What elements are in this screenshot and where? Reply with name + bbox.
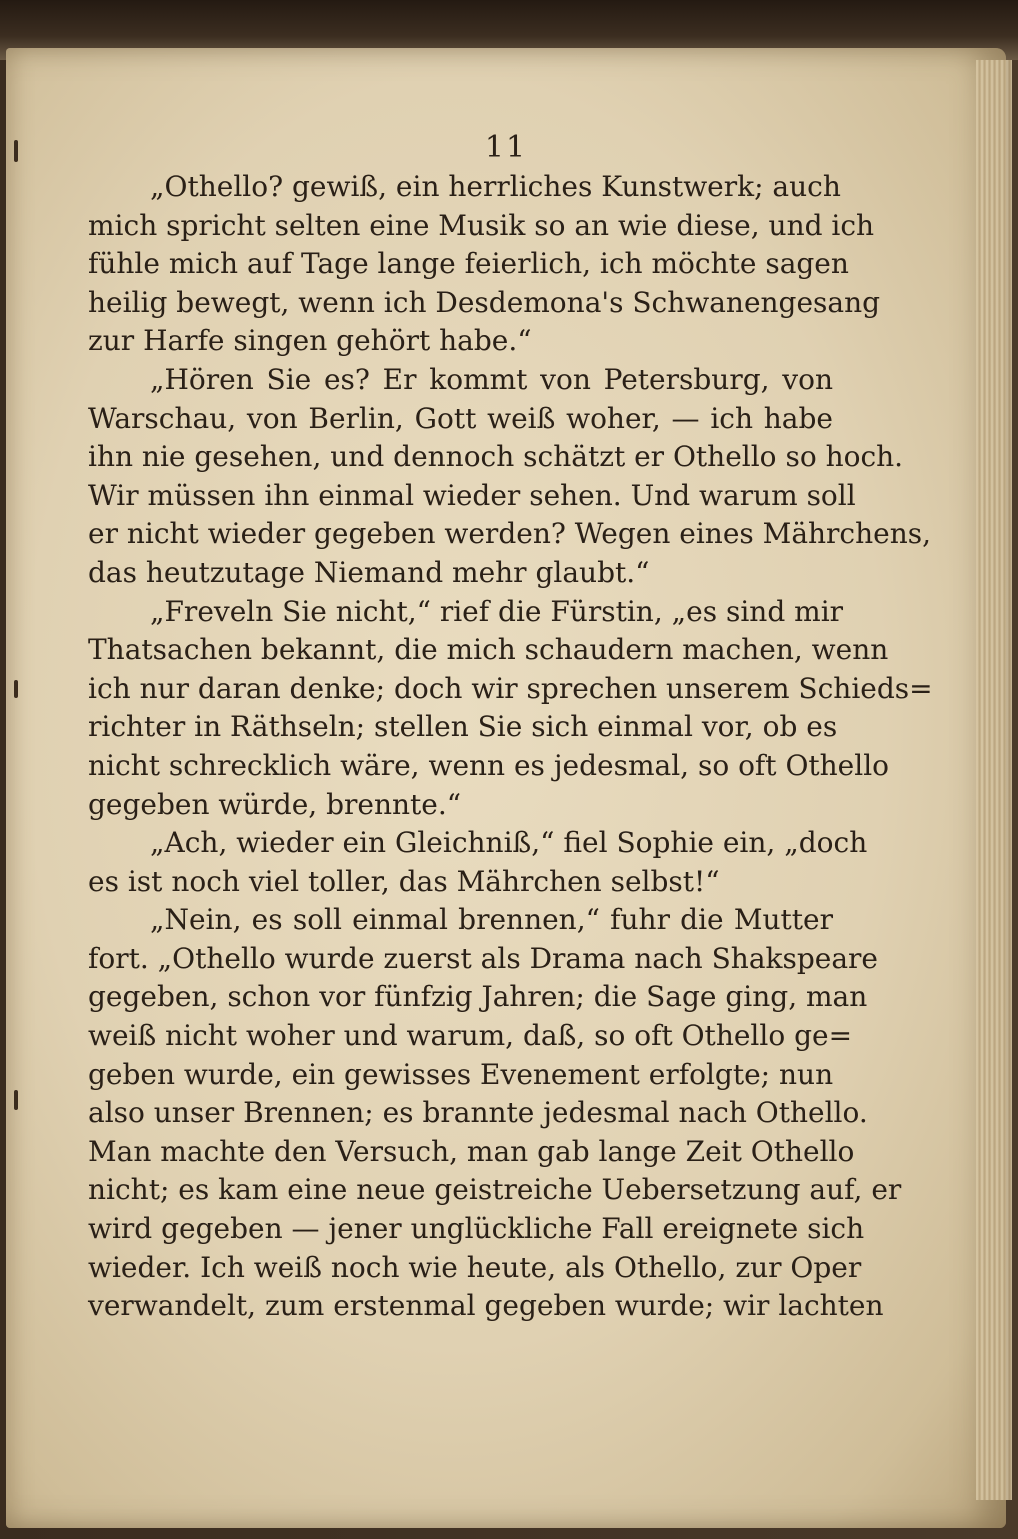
text-line: verwandelt, zum erstenmal gegeben wurde; wir lachten bbox=[88, 1289, 884, 1323]
text-line: Wir müssen ihn einmal wieder sehen. Und warum soll bbox=[88, 478, 856, 512]
body-text bbox=[88, 168, 933, 1326]
text-line: „Ach, wieder ein Gleichniß,“ fiel Sophie ein, „doch bbox=[150, 826, 868, 860]
text-line: wird gegeben — jener unglückliche Fall ereignete sich bbox=[88, 1212, 865, 1246]
text-line: es ist noch viel toller, das Mährchen selbst!“ bbox=[88, 864, 720, 898]
binding-mark bbox=[14, 140, 18, 162]
text-line: ihn nie gesehen, und dennoch schätzt er Othello so hoch. bbox=[88, 440, 904, 474]
text-line: richter in Räthseln; stellen Sie sich einmal vor, ob es bbox=[88, 710, 838, 744]
text-line: nicht; es kam eine neue geistreiche Uebersetzung auf, er bbox=[88, 1173, 902, 1207]
book-page bbox=[6, 48, 1006, 1528]
text-line: „Hören Sie es? Er kommt von Petersburg, von bbox=[150, 362, 833, 396]
text-line: „Freveln Sie nicht,“ rief die Fürstin, „es sind mir bbox=[150, 594, 844, 628]
text-line: wieder. Ich weiß noch wie heute, als Othello, zur Oper bbox=[88, 1250, 862, 1284]
text-line: heilig bewegt, wenn ich Desdemona's Schwanengesang bbox=[88, 285, 881, 319]
text-line: er nicht wieder gegeben werden? Wegen eines Mährchens, bbox=[88, 517, 932, 551]
text-line: zur Harfe singen gehört habe.“ bbox=[88, 324, 532, 358]
text-line: nicht schrecklich wäre, wenn es jedesmal, so oft Othello bbox=[88, 748, 890, 782]
text-line: weiß nicht woher und warum, daß, so oft Othello ge= bbox=[88, 1019, 853, 1053]
text-line: fühle mich auf Tage lange feierlich, ich möchte sagen bbox=[88, 247, 849, 281]
binding-mark bbox=[14, 680, 18, 698]
page-edges bbox=[976, 60, 1012, 1500]
text-line: fort. „Othello wurde zuerst als Drama nach Shakspeare bbox=[88, 941, 879, 975]
text-line: Warschau, von Berlin, Gott weiß woher, — ich habe bbox=[88, 401, 833, 435]
text-line: ich nur daran denke; doch wir sprechen unserem Schieds= bbox=[88, 671, 933, 705]
page-number: 11 bbox=[484, 130, 528, 165]
text-line: gegeben, schon vor fünfzig Jahren; die Sage ging, man bbox=[88, 980, 868, 1014]
text-line: „Othello? gewiß, ein herrliches Kunstwerk; auch bbox=[150, 170, 841, 203]
binding-mark bbox=[14, 1090, 18, 1110]
text-line: das heutzutage Niemand mehr glaubt.“ bbox=[88, 555, 650, 589]
text-line: geben wurde, ein gewisses Evenement erfolgte; nun bbox=[88, 1057, 834, 1091]
text-line: Man machte den Versuch, man gab lange Zeit Othello bbox=[88, 1134, 855, 1168]
text-line: Thatsachen bekannt, die mich schaudern machen, wenn bbox=[88, 633, 889, 667]
text-line: „Nein, es soll einmal brennen,“ fuhr die Mutter bbox=[150, 903, 833, 937]
text-line: gegeben würde, brennte.“ bbox=[88, 787, 462, 821]
text-line: mich spricht selten eine Musik so an wie diese, und ich bbox=[88, 208, 875, 242]
text-line: also unser Brennen; es brannte jedesmal nach Othello. bbox=[88, 1096, 868, 1130]
